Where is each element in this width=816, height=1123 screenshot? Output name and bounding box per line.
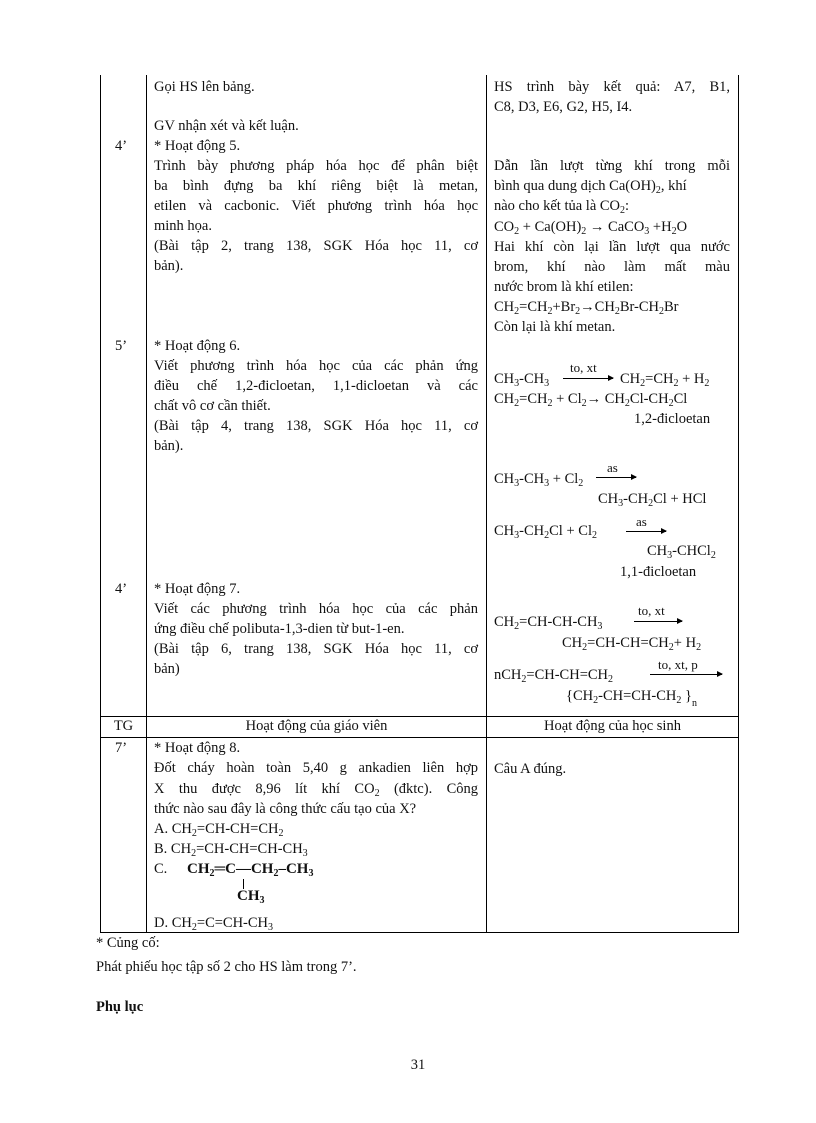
activity-5-reference-end: bản).: [154, 258, 184, 274]
student-result-line-1: HS trình bày kết quả: A7, B1,: [494, 79, 730, 95]
eq6-cond-light-1: as: [607, 460, 618, 475]
eq6-ethane-light: $CH_3-CH_3 + Cl_2$: [494, 471, 584, 489]
activity-5-reference: (Bài tập 2, trang 138, SGK Hóa học 11, cơ: [154, 238, 478, 254]
activity-6-line-1: Viết phương trình hóa học của các phản ứng: [154, 358, 478, 374]
time-activity-8: 7’: [115, 740, 128, 756]
eq6-ethane: $CH_3-CH_3$: [494, 371, 550, 389]
activity-8-title: * Hoạt động 8.: [154, 740, 241, 756]
answer-5-line-2: bình qua dung dịch $Ca(OH)_2$, khí: [494, 178, 687, 196]
answer-5-line-1: Dẫn lần lượt từng khí trong mỗi: [494, 158, 730, 174]
header-teacher-activity: Hoạt động của giáo viên: [245, 718, 388, 734]
answer-5-line-5: Hai khí còn lại lần lượt qua nước: [494, 239, 730, 255]
activity-8-question-line-1: Đốt cháy hoàn toàn 5,40 g ankadien liên hợp: [154, 760, 478, 776]
option-b: B. $CH_2=CH-CH=CH-CH_3$: [154, 841, 308, 859]
eq6-chlorination: $CH_2=CH_2 + Cl_2\to CH_2Cl-CH_2Cl$: [494, 391, 688, 409]
eq6-name-12: 1,2-đicloetan: [634, 411, 711, 427]
activity-5-title: * Hoạt động 5.: [154, 138, 241, 154]
consolidation-heading: * Củng cố:: [96, 935, 160, 951]
header-row-bottom-border: [100, 737, 739, 738]
option-c-label: C.: [154, 861, 168, 877]
activity-6-reference-end: bản).: [154, 438, 184, 454]
eq6-name-11: 1,1-đicloetan: [620, 564, 697, 580]
option-c-structure-main: $CH_2═C—CH_2-CH_3$: [187, 861, 314, 879]
activity-8-question-line-3: thức nào sau đây là công thức cấu tạo của X?: [154, 801, 417, 817]
eq6-arrow-1: [563, 378, 613, 379]
eq6-product-1: $CH_2=CH_2 + H_2$: [620, 371, 710, 389]
eq7-arrow-2: [650, 674, 722, 675]
appendix-heading: Phụ lục: [96, 999, 144, 1015]
activity-7-title: * Hoạt động 7.: [154, 581, 241, 597]
eq7-polymer: {$CH_2-CH=CH-CH_2$ }$_n$: [566, 688, 697, 709]
time-activity-6: 5’: [115, 338, 128, 354]
student-result-line-2: C8, D3, E6, G2, H5, I4.: [494, 99, 633, 115]
handout-instruction: Phát phiếu học tập số 2 cho HS làm trong 7’.: [96, 959, 357, 975]
time-activity-7: 4’: [115, 581, 128, 597]
option-d: D. $CH_2=C=CH-CH_3$: [154, 915, 274, 933]
activity-8-answer: Câu A đúng.: [494, 761, 567, 777]
time-activity-5: 4’: [115, 138, 128, 154]
answer-5-line-6: brom, khí nào làm mất màu: [494, 259, 730, 275]
eq6-cond-heat-cat: to, xt: [570, 360, 597, 375]
activity-6-title: * Hoạt động 6.: [154, 338, 241, 354]
answer-5-line-9: Còn lại là khí metan.: [494, 319, 616, 335]
eq6-product-2: $CH_3-CH_2Cl$ + HCl: [598, 491, 707, 509]
answer-5-line-7: nước brom là khí etilen:: [494, 279, 634, 295]
activity-6-line-3: chất vô cơ cần thiết.: [154, 398, 271, 414]
activity-7-reference-end: bản): [154, 661, 180, 677]
equation-co2-caoh2: $CO_2 + Ca(OH)_2$ → CaCO$_3$ $+H_2O$: [494, 219, 688, 237]
activity-6-line-2: điều chế 1,2-đicloetan, 1,1-dicloetan và các: [154, 378, 478, 394]
table-right-border: [738, 75, 739, 933]
activity-7-line-1: Viết các phương trình hóa học của các phản: [154, 601, 478, 617]
eq7-product-1: $CH_2=CH-CH=CH_2+ H_2$: [562, 635, 702, 653]
eq7-polymerization: $nCH_2=CH-CH=CH_2$: [494, 667, 614, 685]
eq7-cond-heat-cat-p: to, xt, p: [658, 657, 698, 672]
activity-7-reference: (Bài tập 6, trang 138, SGK Hóa học 11, cơ: [154, 641, 478, 657]
eq7-arrow-1: [634, 621, 682, 622]
activity-5-line-3: etilen và cacbonic. Viết phương trình hóa học: [154, 198, 478, 214]
activity-5-line-4: minh họa.: [154, 218, 212, 234]
answer-5-line-3: nào cho kết tủa là $CO_2$:: [494, 198, 630, 216]
activity-5-line-2: ba bình đựng ba khí riêng biệt là metan,: [154, 178, 478, 194]
table-col-divider-1: [146, 75, 147, 933]
eq6-cond-light-2: as: [636, 514, 647, 529]
activity-8-question-line-2: X thu được 8,96 lít khí $CO_2$ (đktc). Công: [154, 781, 478, 799]
option-c-structure-branch: $CH_3$: [237, 888, 265, 906]
option-a: A. $CH_2=CH-CH=CH_2$: [154, 821, 284, 839]
eq7-butene: $CH_2=CH-CH-CH_3$: [494, 614, 603, 632]
table-left-border: [100, 75, 101, 933]
table-col-divider-2: [486, 75, 487, 933]
eq6-product-3: $CH_3-CHCl_2$: [647, 543, 716, 561]
header-tg: TG: [113, 718, 134, 734]
eq6-arrow-3: [626, 531, 666, 532]
equation-ethylene-bromine: $CH_2=CH_2+Br_2\to CH_2Br-CH_2Br$: [494, 299, 679, 317]
eq6-arrow-2: [596, 477, 636, 478]
activity-6-reference: (Bài tập 4, trang 138, SGK Hóa học 11, cơ: [154, 418, 478, 434]
teacher-remark: GV nhận xét và kết luận.: [154, 118, 299, 134]
header-student-activity: Hoạt động của học sinh: [544, 718, 681, 734]
teacher-call-student: Gọi HS lên bảng.: [154, 79, 255, 95]
eq6-second-chlorination: $CH_3-CH_2Cl + Cl_2$: [494, 523, 597, 541]
activity-5-line-1: Trình bày phương pháp hóa học để phân biệt: [154, 158, 478, 174]
eq7-cond-heat-cat: to, xt: [638, 603, 665, 618]
page-number: 31: [410, 1057, 426, 1073]
activity-7-line-2: ứng điều chế polibuta-1,3-dien từ but-1-en.: [154, 621, 405, 637]
